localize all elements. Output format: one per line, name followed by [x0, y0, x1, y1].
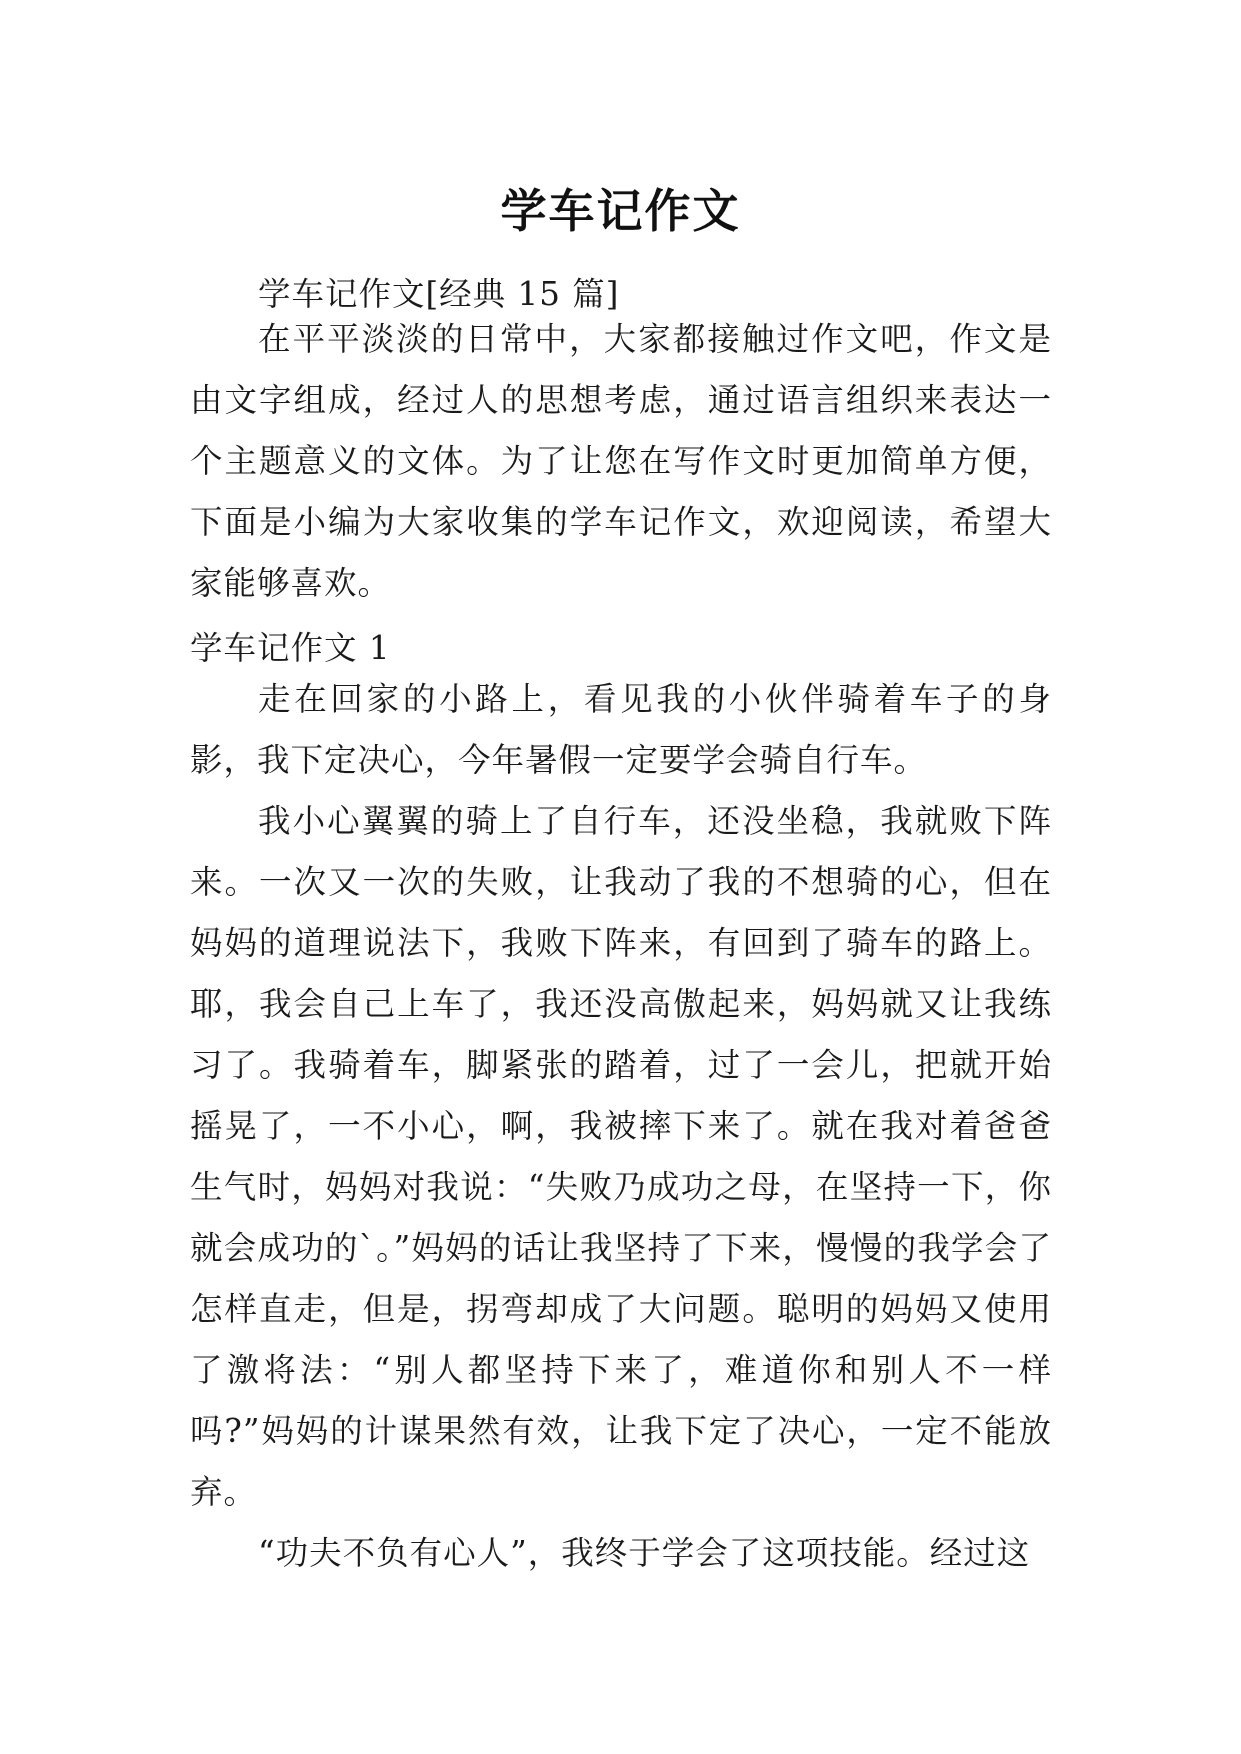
- paragraph-1: 走在回家的小路上，看见我的小伙伴骑着车子的身影，我下定决心，今年暑假一定要学会骑自行车。: [190, 680, 1052, 779]
- paragraph-2: 我小心翼翼的骑上了自行车，还没坐稳，我就败下阵来。一次又一次的失败，让我动了我的不想骑的心，但在妈妈的道理说法下，我败下阵来，有回到了骑车的路上。耶，我会自己上车了，我还没高傲起来，妈妈就又让我练习了。我骑着车，脚紧张的踏着，过了一会儿，把就开始摇晃了，一不小心，啊，我被摔下来了。就在我对着爸爸生气时，妈妈对我说：“失败乃成功之母，在坚持一下，你就会成功的`。”妈妈的话让我坚持了下来，慢慢的我学会了怎样直走，但是，拐弯却成了大问题。聪明的妈妈又使用了激将法：“别人都坚持下来了，难道你和别人不一样吗?”妈妈的计谋果然有效，让我下定了决心，一定不能放弃。: [190, 802, 1052, 1511]
- document-title: 学车记作文: [500, 183, 741, 238]
- section-heading: 学车记作文 1: [190, 629, 391, 667]
- document-subtitle: 学车记作文[经典 15 篇]: [258, 275, 620, 313]
- paragraph-3: “功夫不负有心人”，我终于学会了这项技能。经过这: [258, 1534, 1031, 1572]
- intro-paragraph: 在平平淡淡的日常中，大家都接触过作文吧，作文是由文字组成，经过人的思想考虑，通过语言组织来表达一个主题意义的文体。为了让您在写作文时更加简单方便，下面是小编为大家收集的学车记作文，欢迎阅读，希望大家能够喜欢。: [190, 320, 1052, 602]
